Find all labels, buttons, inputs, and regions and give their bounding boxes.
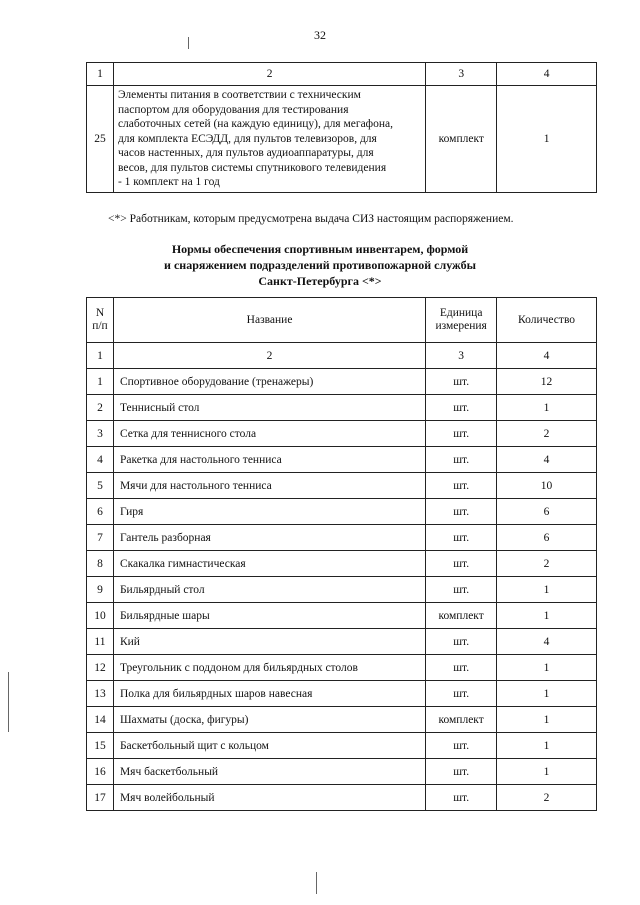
item-unit: комплект xyxy=(426,86,497,193)
item-quantity: 1 xyxy=(497,707,597,733)
row-number: 25 xyxy=(87,86,114,193)
item-description xyxy=(113,86,425,193)
table-row xyxy=(87,369,597,395)
header-unit-line: измерения xyxy=(435,320,487,332)
scan-mark xyxy=(316,872,317,894)
item-unit: шт. xyxy=(426,655,497,681)
footnote: <*> Работникам, которым предусмотрена выдача СИЗ настоящим распоряжением. xyxy=(108,213,514,225)
table-row xyxy=(87,707,597,733)
item-name: Баскетбольный щит с кольцом xyxy=(113,733,425,759)
row-number: 8 xyxy=(87,551,114,577)
column-numbering-row xyxy=(87,343,597,369)
item-name: Скакалка гимнастическая xyxy=(113,551,425,577)
item-quantity: 1 xyxy=(497,86,597,193)
item-quantity: 4 xyxy=(497,629,597,655)
row-number: 15 xyxy=(87,733,114,759)
item-quantity: 6 xyxy=(497,499,597,525)
item-quantity: 10 xyxy=(497,473,597,499)
description-line: - 1 комплект на 1 год xyxy=(117,176,220,188)
column-numbering-row xyxy=(87,63,597,86)
description-line: Элементы питания в соответствии с техническим xyxy=(117,89,361,101)
item-quantity: 2 xyxy=(497,785,597,811)
table-row xyxy=(87,681,597,707)
col-number-cell: 2 xyxy=(113,343,425,369)
item-quantity: 2 xyxy=(497,421,597,447)
row-number: 2 xyxy=(87,395,114,421)
description-line: паспортом для оборудования для тестирования xyxy=(117,103,349,116)
item-quantity: 1 xyxy=(497,603,597,629)
item-unit: шт. xyxy=(426,629,497,655)
row-number: 3 xyxy=(87,421,114,447)
col-number-cell: 4 xyxy=(497,343,597,369)
item-unit: шт. xyxy=(426,551,497,577)
table-body xyxy=(87,369,597,811)
description-line: слаботочных сетей (на каждую единицу), для мегафона, xyxy=(117,118,394,130)
table-row xyxy=(87,655,597,681)
item-quantity: 2 xyxy=(497,551,597,577)
col-number-cell: 3 xyxy=(426,63,497,86)
item-unit: шт. xyxy=(426,473,497,499)
table-row xyxy=(87,447,597,473)
header-number-line: N xyxy=(95,307,105,319)
item-name: Сетка для теннисного стола xyxy=(113,421,425,447)
row-number: 10 xyxy=(87,603,114,629)
item-unit: шт. xyxy=(426,499,497,525)
item-unit: комплект xyxy=(426,603,497,629)
row-number: 11 xyxy=(87,629,114,655)
item-quantity: 1 xyxy=(497,655,597,681)
item-unit: комплект xyxy=(426,707,497,733)
item-name: Кий xyxy=(113,629,425,655)
table-row xyxy=(87,733,597,759)
item-unit: шт. xyxy=(426,759,497,785)
table-row xyxy=(87,603,597,629)
item-quantity: 12 xyxy=(497,369,597,395)
item-quantity: 1 xyxy=(497,395,597,421)
header-name: Название xyxy=(113,298,425,343)
table-row xyxy=(87,473,597,499)
header-unit-line: Единица xyxy=(439,307,483,319)
row-number: 6 xyxy=(87,499,114,525)
header-unit xyxy=(426,298,497,343)
scan-mark xyxy=(188,37,189,49)
table-row xyxy=(87,785,597,811)
col-number-cell: 4 xyxy=(497,63,597,86)
row-number: 5 xyxy=(87,473,114,499)
item-quantity: 6 xyxy=(497,525,597,551)
item-unit: шт. xyxy=(426,525,497,551)
row-number: 17 xyxy=(87,785,114,811)
item-unit: шт. xyxy=(426,421,497,447)
row-number: 13 xyxy=(87,681,114,707)
row-number: 7 xyxy=(87,525,114,551)
continued-table xyxy=(86,62,597,193)
table-row xyxy=(87,525,597,551)
item-unit: шт. xyxy=(426,785,497,811)
equipment-norms-table xyxy=(86,297,597,811)
item-quantity: 4 xyxy=(497,447,597,473)
header-number xyxy=(87,298,114,343)
scan-mark xyxy=(8,672,9,732)
item-unit: шт. xyxy=(426,681,497,707)
row-number: 1 xyxy=(87,369,114,395)
item-name: Теннисный стол xyxy=(113,395,425,421)
col-number-cell: 3 xyxy=(426,343,497,369)
item-unit: шт. xyxy=(426,369,497,395)
row-number: 4 xyxy=(87,447,114,473)
item-name: Полка для бильярдных шаров навесная xyxy=(113,681,425,707)
item-name: Мячи для настольного тенниса xyxy=(113,473,425,499)
description-line: для комплекта ЕСЭДД, для пультов телевизоров, для xyxy=(117,132,377,145)
row-number: 12 xyxy=(87,655,114,681)
item-name: Шахматы (доска, фигуры) xyxy=(113,707,425,733)
item-unit: шт. xyxy=(426,577,497,603)
header-quantity: Количество xyxy=(497,298,597,343)
col-number-cell: 1 xyxy=(87,343,114,369)
item-name: Мяч волейбольный xyxy=(113,785,425,811)
heading-line: Нормы обеспечения спортивным инвентарем, формой xyxy=(171,242,469,256)
heading-line: Санкт-Петербурга <*> xyxy=(258,274,382,288)
item-quantity: 1 xyxy=(497,759,597,785)
item-unit: шт. xyxy=(426,395,497,421)
row-number: 14 xyxy=(87,707,114,733)
item-quantity: 1 xyxy=(497,681,597,707)
row-number: 9 xyxy=(87,577,114,603)
page-number: 32 xyxy=(314,28,326,42)
table-header-row xyxy=(87,298,597,343)
heading-line: и снаряжением подразделений противопожарной службы xyxy=(164,258,476,272)
table-row xyxy=(87,577,597,603)
table-row xyxy=(87,499,597,525)
section-heading xyxy=(0,241,640,289)
item-quantity: 1 xyxy=(497,733,597,759)
item-name: Гиря xyxy=(113,499,425,525)
item-unit: шт. xyxy=(426,447,497,473)
item-quantity: 1 xyxy=(497,577,597,603)
col-number-cell: 1 xyxy=(87,63,114,86)
table-row xyxy=(87,395,597,421)
item-name: Треугольник с поддоном для бильярдных столов xyxy=(113,655,425,681)
table-row xyxy=(87,759,597,785)
item-name: Мяч баскетбольный xyxy=(113,759,425,785)
item-name: Спортивное оборудование (тренажеры) xyxy=(113,369,425,395)
header-number-line: п/п xyxy=(92,320,108,332)
description-line: часов настенных, для пультов аудиоаппаратуры, для xyxy=(117,147,374,159)
table-row xyxy=(87,86,597,193)
row-number: 16 xyxy=(87,759,114,785)
table-row xyxy=(87,421,597,447)
item-unit: шт. xyxy=(426,733,497,759)
table-row xyxy=(87,551,597,577)
item-name: Ракетка для настольного тенниса xyxy=(113,447,425,473)
table-row xyxy=(87,629,597,655)
item-name: Бильярдный стол xyxy=(113,577,425,603)
description-line: весов, для пультов системы спутникового телевидения xyxy=(117,161,387,174)
col-number-cell: 2 xyxy=(113,63,425,86)
item-name: Гантель разборная xyxy=(113,525,425,551)
item-name: Бильярдные шары xyxy=(113,603,425,629)
